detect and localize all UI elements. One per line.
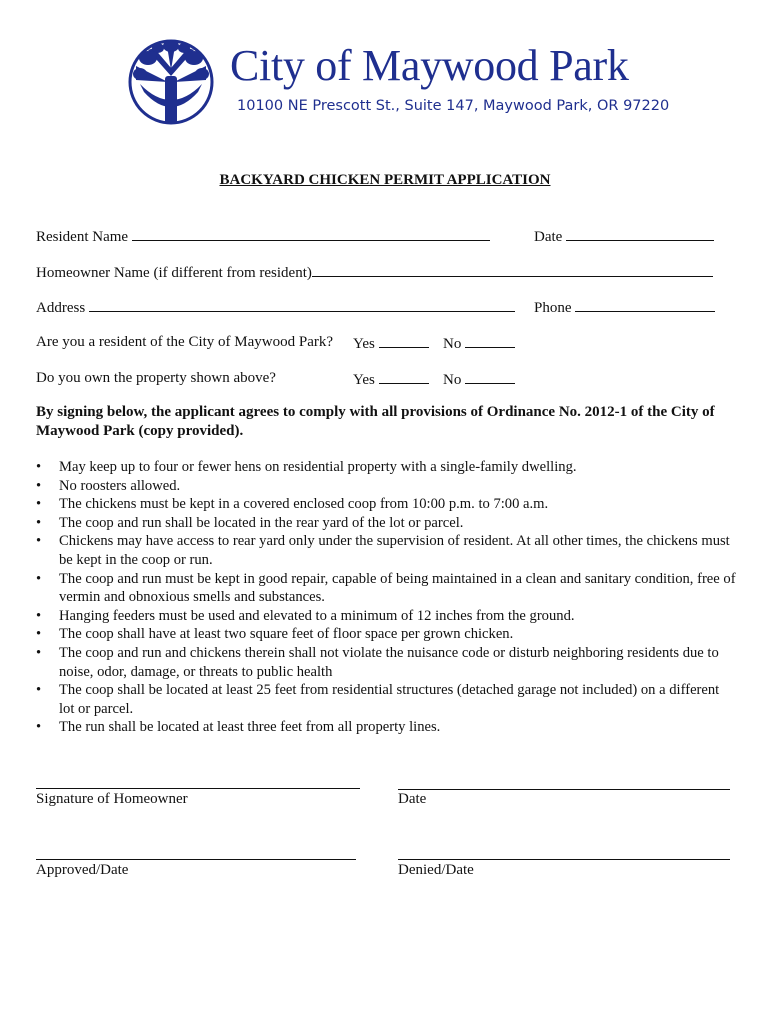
list-item [36,644,736,681]
rule-text: The coop shall be located at least 25 feet from residential structures (detached garage not included) on a different lot or parcel. [59,682,720,717]
own-no-label: No [443,372,462,388]
bullet-icon: • [36,626,42,643]
resident-yes-label: Yes [353,336,375,352]
list-item [36,681,736,718]
phone-field[interactable] [575,297,715,312]
bullet-icon: • [36,644,42,661]
resident-yes-field[interactable] [379,333,429,348]
bullet-icon: • [36,719,42,736]
own-yes-label: Yes [353,372,375,388]
tree-icon [128,36,214,128]
list-item [36,514,736,533]
date-field[interactable] [566,226,714,241]
bullet-icon: • [36,607,42,624]
resident-yes [353,333,429,353]
rule-text: The run shall be located at least three feet from all property lines. [59,719,441,736]
list-item [36,607,736,626]
rule-text: The coop and run and chickens therein shall not violate the nuisance code or disturb neighboring residents due to noise, odor, damage, or threats to public health [59,644,719,680]
bullet-icon: • [36,533,42,550]
own-property-question: Do you own the property shown above? [36,370,276,386]
bullet-icon: • [36,477,42,494]
form-title: BACKYARD CHICKEN PERMIT APPLICATION [219,172,551,188]
resident-question: Are you a resident of the City of Maywood Park? [36,334,334,350]
ordinance-rules-list [36,458,736,737]
phone-label: Phone [534,300,572,316]
rule-text: The coop and run must be kept in good repair, capable of being maintained in a clean and sanitary condition, free of vermin and obnoxious smells and substances. [59,570,736,606]
own-no [443,369,515,389]
list-item [36,477,736,496]
denied-date-label: Denied/Date [398,862,474,878]
own-yes-field[interactable] [379,369,429,384]
bullet-icon: • [36,496,42,513]
bullet-icon: • [36,514,42,531]
resident-name-label: Resident Name [36,229,129,245]
resident-name-row [36,226,490,246]
rule-text: The chickens must be kept in a covered enclosed coop from 10:00 p.m. to 7:00 a.m. [59,496,549,513]
rule-text: May keep up to four or fewer hens on residential property with a single-family dwelling. [59,459,577,475]
rule-text: Hanging feeders must be used and elevated to a minimum of 12 inches from the ground. [59,607,575,624]
homeowner-signature-line[interactable] [36,788,360,789]
phone-row [534,297,715,317]
resident-name-field[interactable] [132,226,490,241]
homeowner-name-row [36,262,713,282]
denied-date-line[interactable] [398,859,730,860]
homeowner-name-label: Homeowner Name (if different from resident) [36,265,312,281]
bullet-icon: • [36,570,42,587]
own-yes [353,369,429,389]
city-name: City of Maywood Park [230,41,629,90]
agreement-notice: By signing below, the applicant agrees to comply with all provisions of Ordinance No. 2012-1 of the City of Maywood Park (copy provided). [36,404,715,439]
own-no-field[interactable] [465,369,515,384]
homeowner-name-field[interactable] [312,262,713,277]
address-field[interactable] [89,297,515,312]
city-tree-logo [128,36,214,128]
approved-date-label: Approved/Date [36,862,129,878]
resident-no [443,333,515,353]
list-item [36,532,736,569]
city-address: 10100 NE Prescott St., Suite 147, Maywood Park, OR 97220 [237,98,670,114]
approved-date-line[interactable] [36,859,356,860]
address-row [36,297,515,317]
rule-text: No roosters allowed. [59,477,181,494]
bullet-icon: • [36,682,42,699]
date-label: Date [534,229,563,245]
resident-no-label: No [443,336,462,352]
homeowner-signature-label: Signature of Homeowner [36,791,188,807]
rule-text: Chickens may have access to rear yard only under the supervision of resident. At all other times, the chickens must be kept in the coop or run. [59,533,730,568]
list-item [36,570,736,607]
list-item [36,718,736,737]
rule-text: The coop shall have at least two square feet of floor space per grown chicken. [59,626,514,643]
rule-text: The coop and run shall be located in the rear yard of the lot or parcel. [59,514,464,531]
date-row [534,226,714,246]
bullet-icon: • [36,459,42,475]
address-label: Address [36,300,86,316]
resident-no-field[interactable] [465,333,515,348]
signature-date-line[interactable] [398,789,730,790]
list-item [36,625,736,644]
signature-date-label: Date [398,791,427,807]
list-item [36,495,736,514]
list-item [36,458,736,477]
